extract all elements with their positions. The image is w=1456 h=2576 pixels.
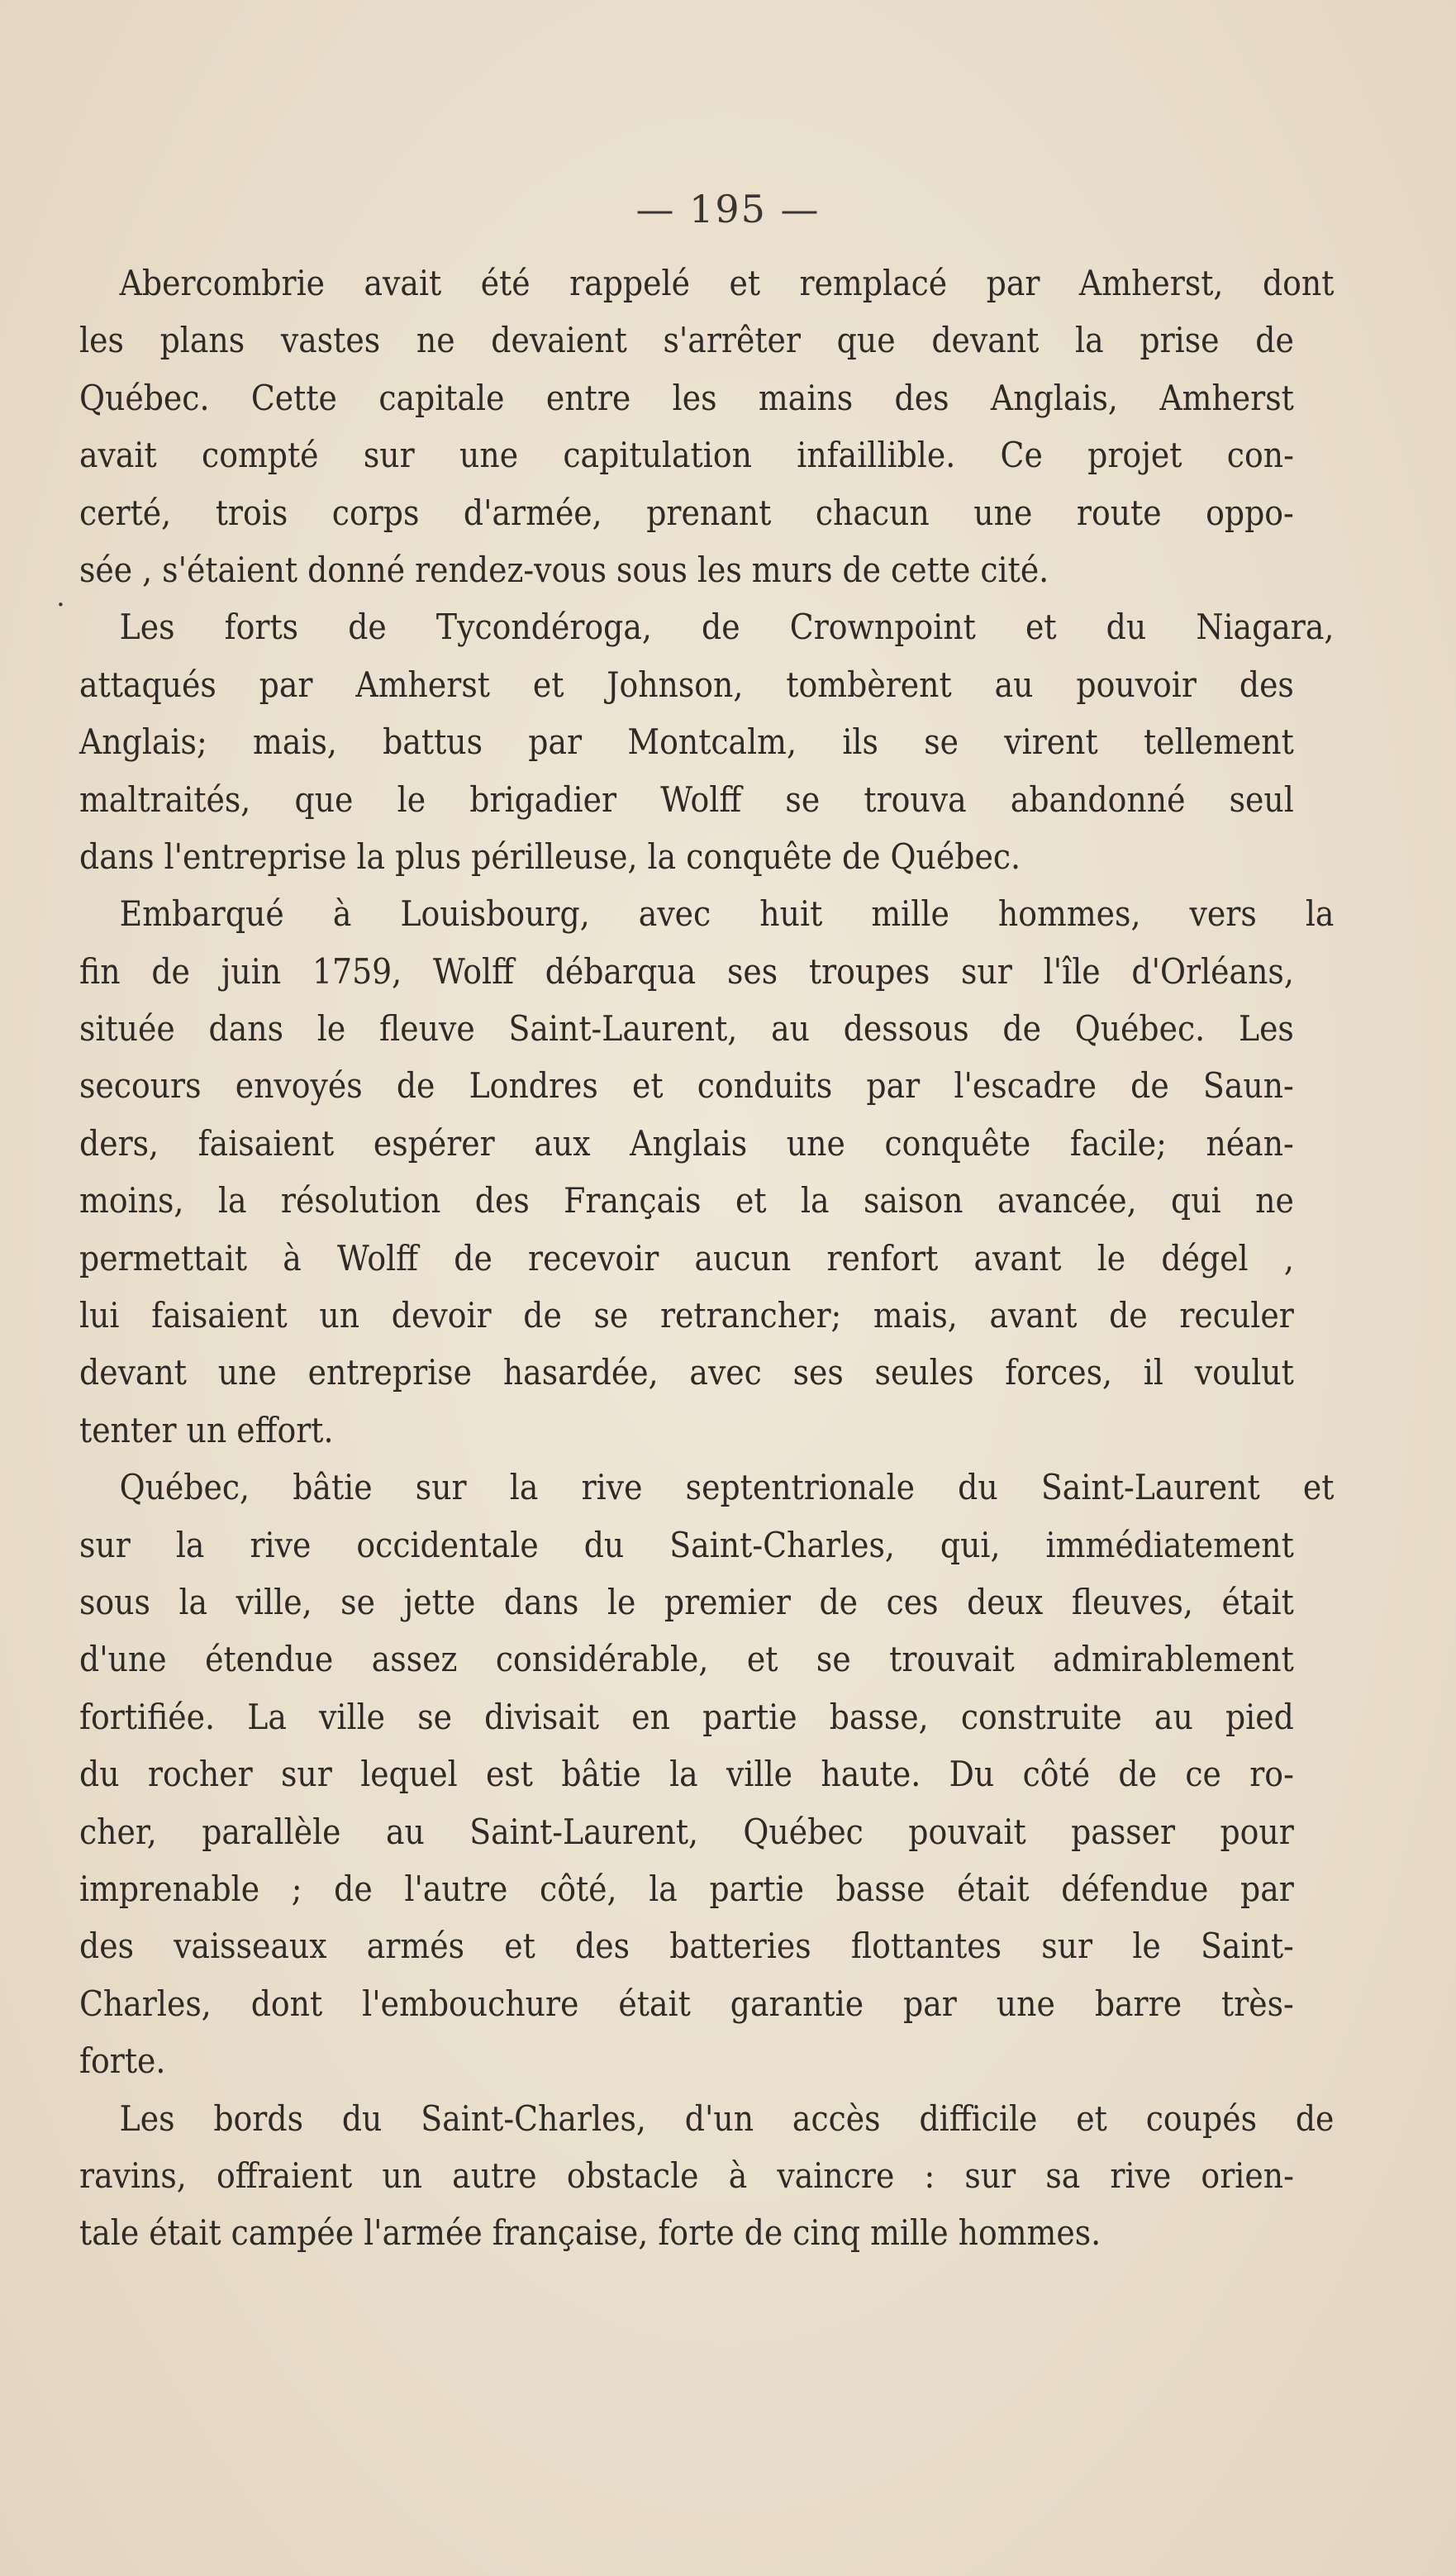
text-line: maltraités, que le brigadier Wolff se trouva abandonné seul bbox=[79, 779, 1294, 820]
paragraph bbox=[79, 598, 1335, 885]
text-line: avait compté sur une capitulation infaillible. Ce projet con- bbox=[79, 435, 1294, 476]
text-line: certé, trois corps d'armée, prenant chacun une route oppo- bbox=[79, 492, 1294, 533]
text-line: devant une entreprise hasardée, avec ses seules forces, il voulut bbox=[79, 1352, 1294, 1393]
text-line: permettait à Wolff de recevoir aucun renfort avant le dégel , bbox=[79, 1237, 1294, 1278]
text-line: Les forts de Tycondéroga, de Crownpoint et du Niagara, bbox=[119, 607, 1335, 648]
page-number: — 195 — bbox=[635, 187, 821, 231]
text-line: cher, parallèle au Saint-Laurent, Québec pouvait passer pour bbox=[79, 1811, 1294, 1852]
text-line: des vaisseaux armés et des batteries flottantes sur le Saint- bbox=[79, 1926, 1294, 1967]
text-line: lui faisaient un devoir de se retrancher; mais, avant de reculer bbox=[79, 1295, 1294, 1336]
text-line: Les bords du Saint-Charles, d'un accès difficile et coupés de bbox=[119, 2097, 1335, 2139]
text-line: fortifiée. La ville se divisait en partie basse, construite au pied bbox=[79, 1696, 1294, 1737]
text-line: située dans le fleuve Saint-Laurent, au dessous de Québec. Les bbox=[79, 1008, 1294, 1050]
paragraph bbox=[79, 1459, 1335, 2089]
text-line: imprenable ; de l'autre côté, la partie basse était défendue par bbox=[79, 1868, 1294, 1909]
paragraph bbox=[79, 255, 1335, 598]
text-line: secours envoyés de Londres et conduits par l'escadre de Saun- bbox=[79, 1065, 1294, 1107]
text-line: d'une étendue assez considérable, et se trouvait admirablement bbox=[79, 1639, 1294, 1680]
text-line: tenter un effort. bbox=[79, 1409, 334, 1450]
text-line: Abercombrie avait été rappelé et remplacé par Amherst, dont bbox=[119, 263, 1335, 303]
paragraph bbox=[79, 2090, 1335, 2262]
text-line: dans l'entreprise la plus périlleuse, la conquête de Québec. bbox=[79, 836, 1021, 877]
text-line: Anglais; mais, battus par Montcalm, ils se virent tellement bbox=[79, 721, 1294, 763]
text-line: du rocher sur lequel est bâtie la ville haute. Du côté de ce ro- bbox=[79, 1754, 1294, 1795]
text-line: tale était campée l'armée française, forte de cinq mille hommes. bbox=[79, 2212, 1102, 2254]
text-line: ravins, offraient un autre obstacle à vaincre : sur sa rive orien- bbox=[79, 2155, 1294, 2196]
text-line: sée , s'étaient donné rendez-vous sous les murs de cette cité. bbox=[79, 549, 1049, 590]
text-line: forte. bbox=[79, 2040, 166, 2082]
margin-mark: . bbox=[56, 580, 65, 613]
text-line: Québec, bâtie sur la rive septentrionale du Saint-Laurent et bbox=[119, 1467, 1335, 1508]
text-line: attaqués par Amherst et Johnson, tombèrent au pouvoir des bbox=[79, 664, 1294, 705]
text-line: ders, faisaient espérer aux Anglais une conquête facile; néan- bbox=[79, 1122, 1294, 1164]
paragraph bbox=[79, 885, 1335, 1459]
text-line: les plans vastes ne devaient s'arrêter que devant la prise de bbox=[79, 320, 1294, 361]
text-line: Charles, dont l'embouchure était garantie par une barre très- bbox=[79, 1983, 1294, 2024]
text-line: Embarqué à Louisbourg, avec huit mille hommes, vers la bbox=[119, 893, 1335, 935]
text-line: Québec. Cette capitale entre les mains des Anglais, Amherst bbox=[79, 377, 1294, 418]
text-line: fin de juin 1759, Wolff débarqua ses troupes sur l'île d'Orléans, bbox=[79, 950, 1294, 992]
text-line: sur la rive occidentale du Saint-Charles, qui, immédiatement bbox=[79, 1524, 1294, 1565]
text-line: sous la ville, se jette dans le premier de ces deux fleuves, était bbox=[79, 1581, 1294, 1622]
body-text bbox=[79, 255, 1335, 2262]
text-line: moins, la résolution des Français et la saison avancée, qui ne bbox=[79, 1180, 1294, 1221]
